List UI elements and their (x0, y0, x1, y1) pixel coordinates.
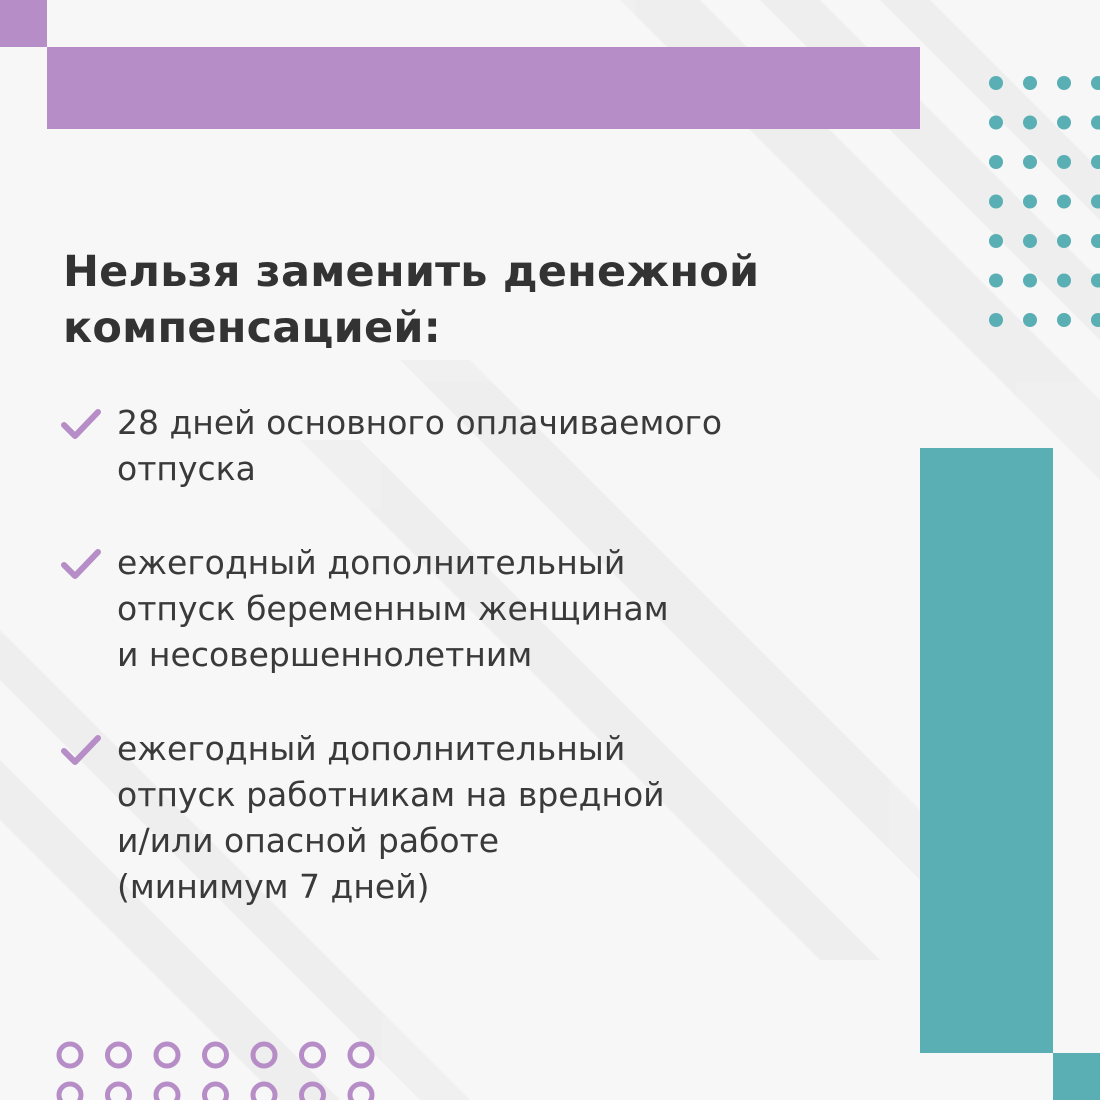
decorative-dot (1091, 313, 1100, 327)
decorative-dot (989, 195, 1003, 209)
decorative-dot (1023, 76, 1037, 90)
top-bar-purple (47, 47, 920, 129)
decorative-ring (108, 1084, 130, 1100)
list-item-line: отпуск работникам на вредной (117, 775, 665, 814)
decorative-ring (253, 1044, 275, 1066)
list-item-line: ежегодный дополнительный (117, 729, 626, 768)
heading-line-2: компенсацией: (63, 303, 442, 353)
decorative-ring (156, 1044, 178, 1066)
heading-line-1: Нельзя заменить денежной (63, 247, 760, 297)
list-item-line: отпуска (117, 449, 256, 488)
decorative-ring (59, 1084, 81, 1100)
decorative-dot (1023, 116, 1037, 130)
decorative-ring (108, 1044, 130, 1066)
decorative-dot (989, 234, 1003, 248)
decorative-ring (156, 1084, 178, 1100)
decorative-dot (1057, 195, 1071, 209)
decorative-ring (302, 1044, 324, 1066)
checkmark-icon (60, 408, 102, 442)
list-item-line: (минимум 7 дней) (117, 867, 430, 906)
ring-grid-decoration (55, 1040, 380, 1100)
checkmark-icon (60, 734, 102, 768)
decorative-ring (59, 1044, 81, 1066)
decorative-ring (205, 1084, 227, 1100)
decorative-dot (1057, 116, 1071, 130)
decorative-ring (205, 1044, 227, 1066)
dot-grid-decoration (984, 70, 1100, 332)
list-item-line: ежегодный дополнительный (117, 543, 626, 582)
decorative-dot (1057, 234, 1071, 248)
decorative-dot (1091, 234, 1100, 248)
list-item-line: и/или опасной работе (117, 821, 500, 860)
decorative-dot (1023, 313, 1037, 327)
decorative-dot (989, 76, 1003, 90)
corner-square-purple (0, 0, 47, 47)
list-item-line: 28 дней основного оплачиваемого (117, 403, 723, 442)
teal-rectangle (920, 448, 1053, 1053)
decorative-dot (1091, 116, 1100, 130)
decorative-dot (1091, 195, 1100, 209)
decorative-dot (989, 313, 1003, 327)
decorative-dot (1023, 195, 1037, 209)
list-item (60, 726, 850, 910)
decorative-dot (989, 116, 1003, 130)
decorative-ring (350, 1084, 372, 1100)
decorative-ring (253, 1084, 275, 1100)
checkmark-icon (60, 548, 102, 582)
decorative-dot (1057, 313, 1071, 327)
teal-corner-square (1053, 1053, 1100, 1100)
decorative-ring (302, 1084, 324, 1100)
list-item (60, 540, 850, 678)
heading (63, 244, 883, 356)
list-item-line: отпуск беременным женщинам (117, 589, 669, 628)
decorative-dot (989, 155, 1003, 169)
list-item-line: и несовершеннолетним (117, 635, 533, 674)
decorative-dot (1057, 76, 1071, 90)
decorative-dot (1057, 274, 1071, 288)
decorative-dot (1057, 155, 1071, 169)
decorative-dot (989, 274, 1003, 288)
decorative-dot (1023, 234, 1037, 248)
bullet-list (60, 400, 850, 910)
decorative-dot (1091, 274, 1100, 288)
decorative-dot (1023, 274, 1037, 288)
decorative-dot (1091, 155, 1100, 169)
decorative-ring (350, 1044, 372, 1066)
decorative-dot (1023, 155, 1037, 169)
decorative-dot (1091, 76, 1100, 90)
list-item (60, 400, 850, 492)
